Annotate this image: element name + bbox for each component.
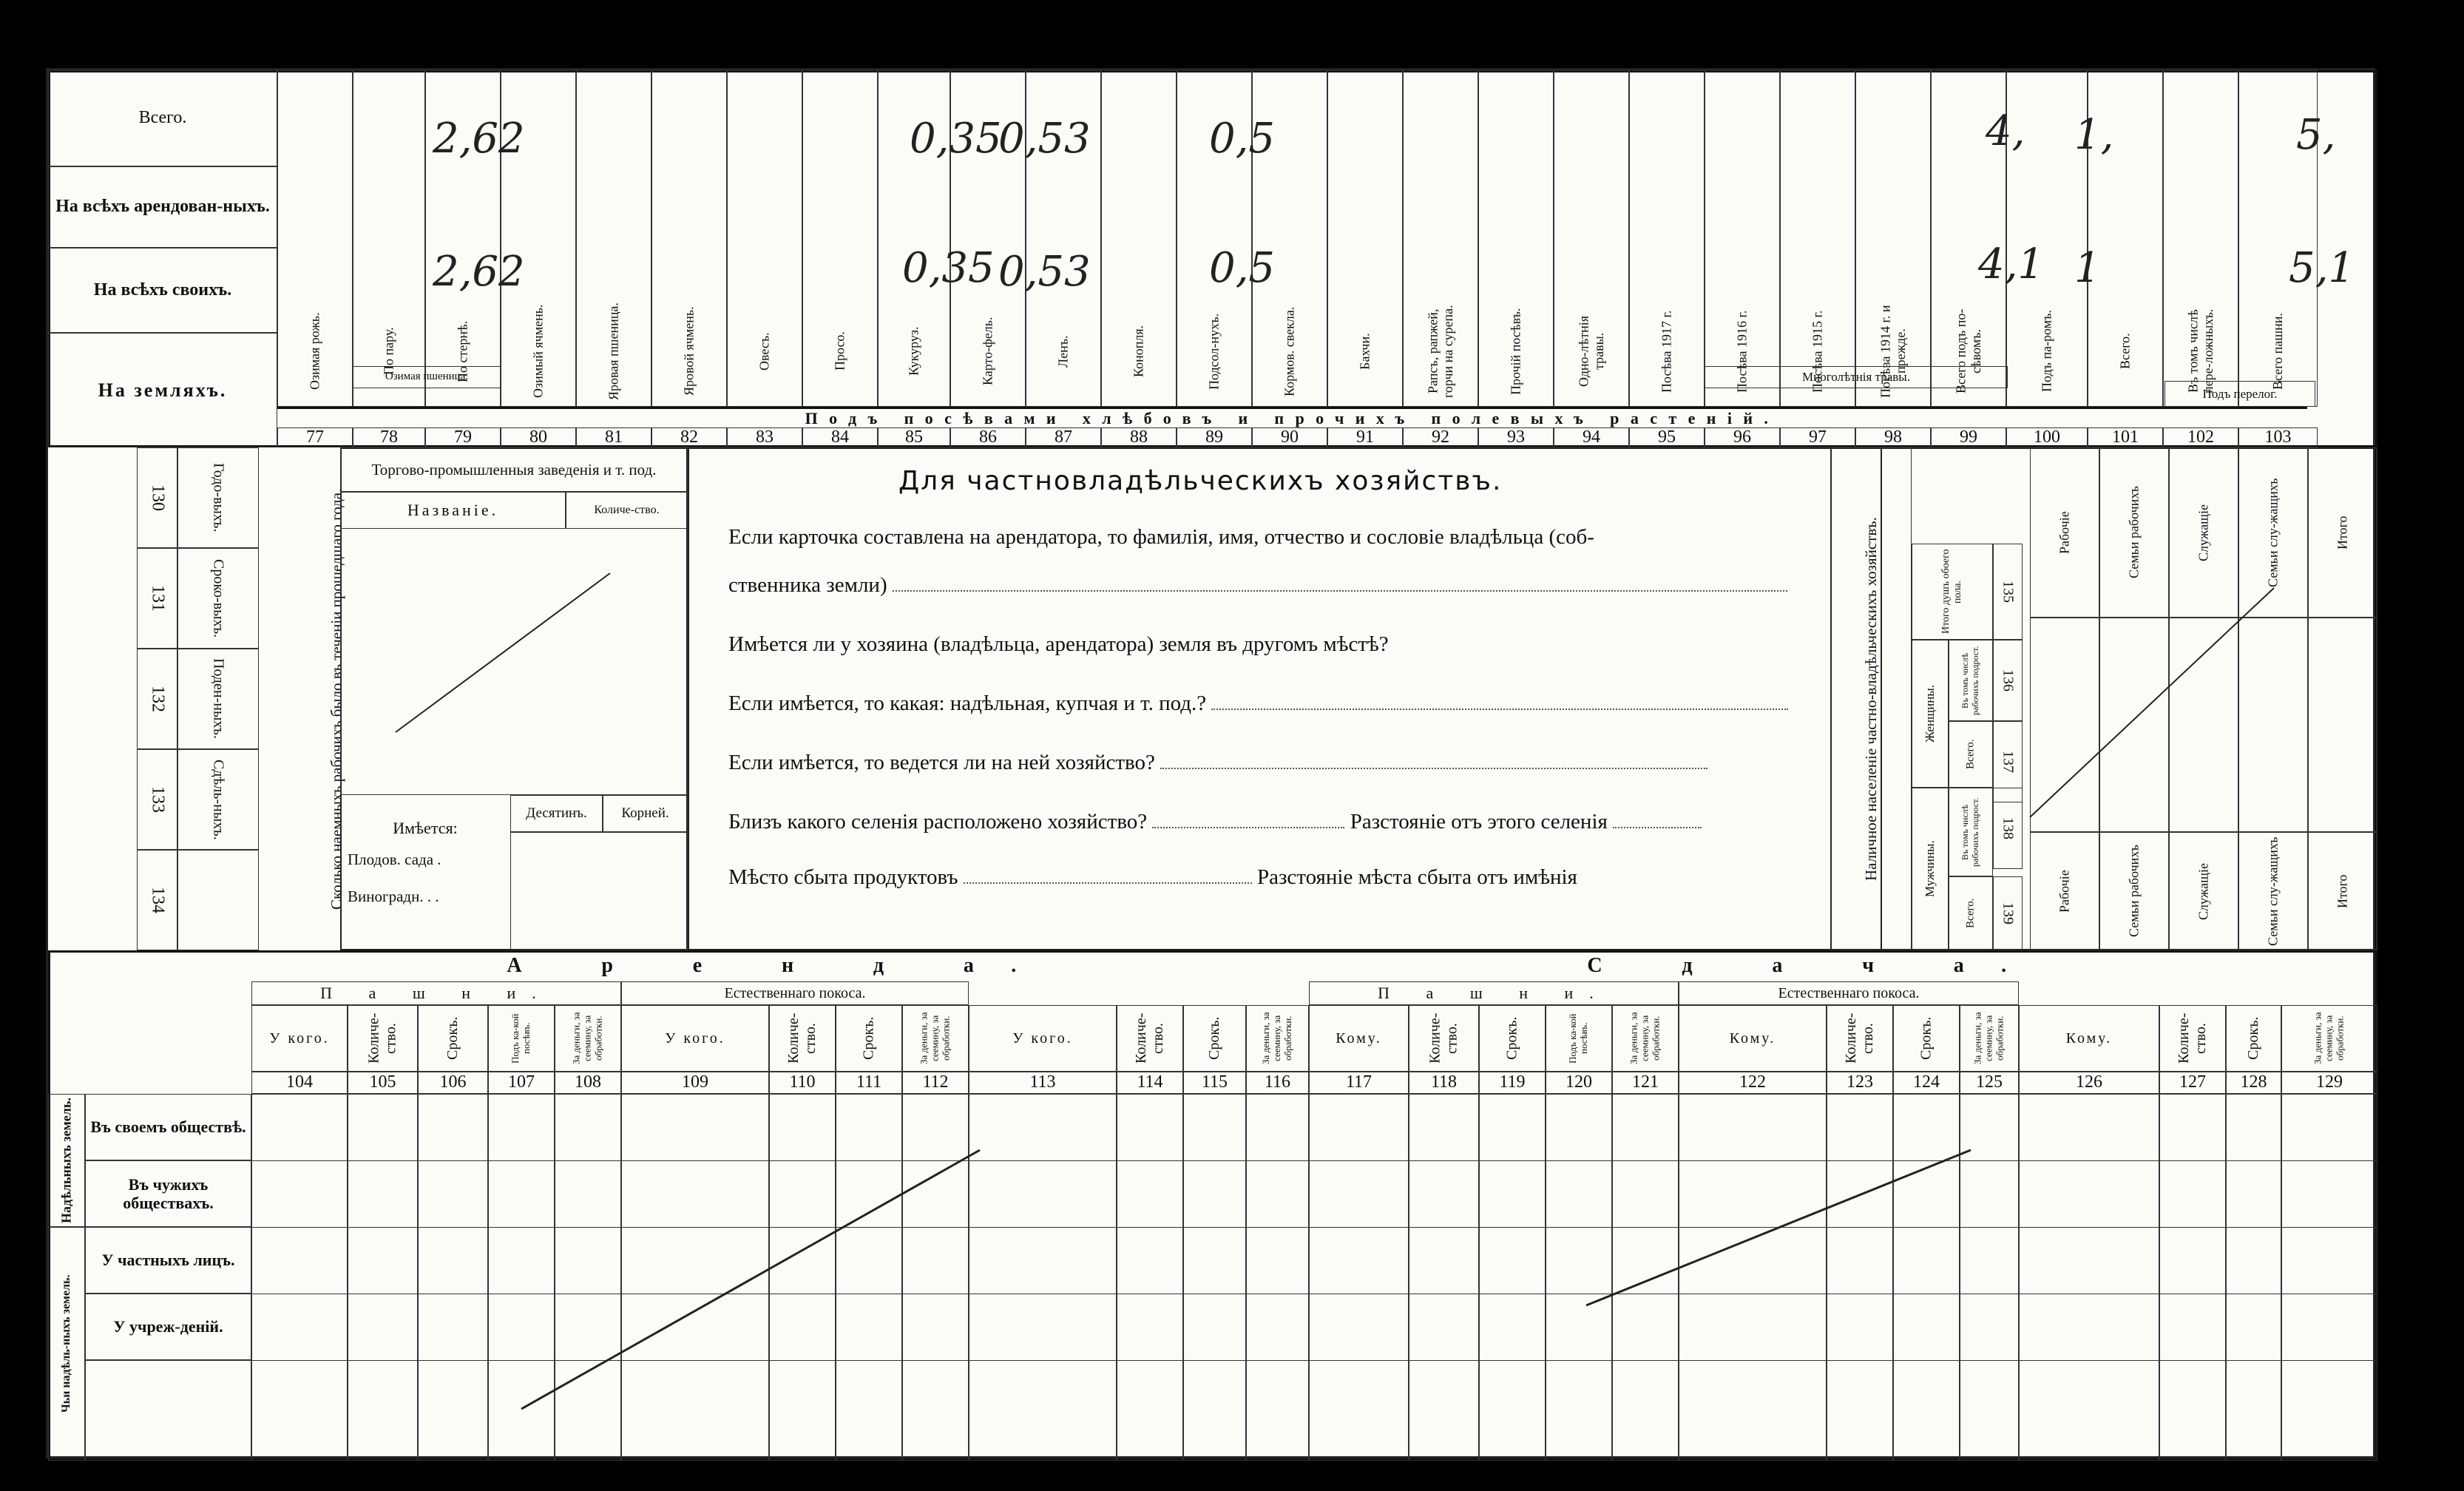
crop-header: Овесъ.: [757, 332, 772, 371]
worker-row-label: Годо-выхъ.: [177, 447, 259, 548]
question-owner-cont-text: ственника земли): [728, 573, 887, 597]
row-label-na-zemlyah: На земляхъ.: [48, 333, 277, 447]
has-label: Имѣется:: [393, 819, 458, 838]
private-title: Для частновладѣльческихъ хозяйствъ.: [898, 466, 1503, 496]
vineyard-label: Виноградн. . .: [348, 888, 439, 905]
column-number: 91: [1327, 427, 1403, 447]
arenda-col-body[interactable]: [251, 1094, 348, 1461]
farming-answer-line[interactable]: [1160, 768, 1707, 769]
crop-header: Въ томъ числѣ пере-ложныхъ.: [2185, 308, 2216, 394]
arenda-col-number: 129: [2281, 1072, 2377, 1094]
arenda-col-number: 105: [348, 1072, 418, 1094]
arenda-col-number: 107: [488, 1072, 555, 1094]
question-village: [728, 810, 1838, 834]
hw-r3-sunflower: 0,5: [1209, 244, 1276, 292]
worker-row-label: Поден-ныхъ.: [177, 649, 259, 749]
arenda-col-header: Срокъ.: [2226, 1005, 2281, 1072]
arenda-row-line: [251, 1227, 2377, 1228]
arenda-col-body[interactable]: [769, 1094, 836, 1461]
village-distance-line[interactable]: [1613, 827, 1702, 828]
column-number: 99: [1931, 427, 2006, 447]
column-number: 98: [1855, 427, 1931, 447]
arenda-col-body[interactable]: [1183, 1094, 1246, 1461]
arenda-col-header: Количе-ство.: [1827, 1005, 1893, 1072]
arenda-col-header: За деньги, за сеемину, за обработки.: [2281, 1005, 2377, 1072]
mnogolet-label: Многолѣтнiя травы.: [1705, 366, 2008, 388]
arenda-col-number: 113: [969, 1072, 1117, 1094]
crop-header: Карто-фель.: [980, 317, 995, 386]
column-number: 97: [1780, 427, 1855, 447]
workers-label: Сколько наемныхъ рабочихъ было въ теченiи прошедшаго года.: [327, 488, 345, 910]
column-number: 89: [1177, 427, 1252, 447]
column-number: 87: [1026, 427, 1101, 447]
arenda-col-header: Срокъ.: [1479, 1005, 1546, 1072]
row-v-svoem: Въ своемъ обществѣ.: [85, 1094, 251, 1160]
population-col-body: [2099, 618, 2169, 832]
column-number: 77: [277, 427, 353, 447]
crop-header: Яровой ячмень.: [681, 306, 697, 396]
hw-r1-rye: 2,62: [433, 115, 525, 163]
population-number: 137: [1993, 721, 2023, 802]
arenda-pashni: П а ш н и.: [251, 981, 621, 1005]
worker-row-label: Сроко-выхъ.: [177, 548, 259, 649]
census-card: [46, 68, 2375, 1458]
population-col-top: Семьи рабочихъ: [2099, 447, 2169, 618]
arenda-col-header: За деньги, за сеемину, за обработки.: [1960, 1005, 2019, 1072]
question-owner-cont: [728, 573, 1838, 598]
arenda-col-body[interactable]: [1546, 1094, 1612, 1461]
land-type-answer-line[interactable]: [1211, 709, 1788, 710]
column-number: 86: [950, 427, 1026, 447]
question-owner: Если карточка составлена на арендатора, то фамилiя, имя, отчество и сословiе владѣльца (соб-: [728, 525, 1594, 549]
hw-r3-potato: 0,53: [998, 248, 1091, 296]
sdacha-title: С д а ч а.: [1587, 953, 2044, 977]
korney-header: Корней.: [603, 795, 688, 832]
arenda-col-number: 117: [1309, 1072, 1409, 1094]
population-col-bottom: Итого: [2308, 832, 2377, 950]
row-label-vsego: Всего.: [48, 70, 277, 166]
village-answer-line[interactable]: [1152, 827, 1344, 828]
column-number: 83: [727, 427, 802, 447]
arenda-col-number: 121: [1612, 1072, 1679, 1094]
row-u-uchr: У учреж-денiй.: [85, 1294, 251, 1360]
hw-r1-fallow: 1,: [2074, 111, 2114, 159]
arenda-col-body[interactable]: [1679, 1094, 1827, 1461]
row-u-chast: У частныхъ лицъ.: [85, 1227, 251, 1294]
trade-title: Торгово-промышленныя заведенiя и т. под.: [340, 447, 688, 492]
column-number: 94: [1554, 427, 1629, 447]
population-col-body: [2169, 618, 2238, 832]
arenda-col-header: Количе-ство.: [769, 1005, 836, 1072]
arenda-col-number: 111: [836, 1072, 902, 1094]
sdacha-pokos: Естественнаго покоса.: [1679, 981, 2019, 1005]
population-number: 136: [1993, 640, 2023, 721]
arenda-col-number: 122: [1679, 1072, 1827, 1094]
crop-header: Посѣва 1914 г. и прежде.: [1878, 305, 1908, 398]
crops-banner: Подъ посѣвами хлѣбовъ и прочихъ полевыхъ растенiй.: [277, 407, 2307, 427]
owner-answer-line[interactable]: [893, 590, 1787, 592]
arenda-col-body[interactable]: [2019, 1094, 2159, 1461]
arenda-col-number: 112: [902, 1072, 969, 1094]
crop-header: Посѣва 1915 г.: [1810, 310, 1825, 393]
question-farming: [728, 751, 1838, 775]
perelog-label: Подъ перелог.: [2165, 381, 2315, 407]
arenda-col-number: 127: [2159, 1072, 2226, 1094]
arenda-col-body[interactable]: [1246, 1094, 1309, 1461]
arenda-col-header: Количе-ство.: [1117, 1005, 1183, 1072]
arenda-title: А р е н д а.: [507, 953, 1054, 977]
row-nadel: Надѣльныхъ земель.: [48, 1094, 85, 1227]
arenda-col-header: Срокъ.: [836, 1005, 902, 1072]
arenda-col-header: Количе-ство.: [1409, 1005, 1479, 1072]
arenda-col-header: Подъ ка-кой посѣвъ.: [1546, 1005, 1612, 1072]
row-v-chuzh: Въ чужихъ обществахъ.: [85, 1160, 251, 1227]
hw-r1-corn: 0,35: [910, 115, 1002, 163]
desyat-header: Десятинъ.: [510, 795, 603, 832]
arenda-col-body[interactable]: [1117, 1094, 1183, 1461]
arenda-col-number: 118: [1409, 1072, 1479, 1094]
population-title: Наличное населенiе частно-владѣльческихъ хозяйствъ.: [1830, 447, 1912, 950]
sdacha-pashni: П а ш н и.: [1309, 981, 1679, 1005]
crop-header: Озимый ячмень.: [530, 304, 546, 399]
trade-name-header: Названiе.: [340, 492, 566, 529]
orchard-label: Плодов. сада .: [348, 851, 441, 868]
women-workers: Въ томъ числѣ рабочихъ подрост.: [1949, 640, 1993, 721]
arenda-col-number: 123: [1827, 1072, 1893, 1094]
worker-row-number: 131: [137, 548, 177, 649]
arenda-col-body[interactable]: [836, 1094, 902, 1461]
arenda-col-number: 109: [621, 1072, 769, 1094]
population-col-top: Служащiе: [2169, 447, 2238, 618]
arenda-col-number: 128: [2226, 1072, 2281, 1094]
question-other-land: Имѣется ли у хозяина (владѣльца, арендатора) земля въ другомъ мѣстѣ?: [728, 632, 1389, 656]
arenda-col-number: 114: [1117, 1072, 1183, 1094]
arenda-col-body[interactable]: [1479, 1094, 1546, 1461]
population-col-bottom: Служащiе: [2169, 832, 2238, 950]
crop-header: Конопля.: [1131, 325, 1146, 378]
column-number: 80: [501, 427, 576, 447]
crop-header: Всего подъ по-сѣвомъ.: [1953, 308, 1983, 394]
crop-header: Кукуруз.: [906, 326, 921, 376]
men-label: Мужчины.: [1912, 788, 1949, 950]
column-number: 102: [2163, 427, 2238, 447]
arenda-col-header: Кому.: [2019, 1005, 2159, 1072]
column-number: 93: [1478, 427, 1554, 447]
men-workers: Въ томъ числѣ рабочихъ подрост.: [1949, 788, 1993, 876]
arenda-col-number: 108: [555, 1072, 621, 1094]
arenda-col-header: У кого.: [621, 1005, 769, 1072]
trade-qty-header: Количе-ство.: [566, 492, 688, 529]
arenda-col-header: Количе-ство.: [348, 1005, 418, 1072]
arenda-col-number: 119: [1479, 1072, 1546, 1094]
arenda-col-header: За деньги, за сеемину, за обработки.: [1612, 1005, 1679, 1072]
arenda-col-header: За деньги, за сеемину, за обработки.: [902, 1005, 969, 1072]
question-village-text: Близъ какого селенiя расположено хозяйство?: [728, 810, 1148, 834]
arenda-col-header: Кому.: [1679, 1005, 1827, 1072]
arenda-col-header: Подъ ка-кой посѣвъ.: [488, 1005, 555, 1072]
orchard-grid: [510, 832, 688, 950]
question-market: [728, 865, 1838, 890]
arenda-col-body[interactable]: [2281, 1094, 2377, 1461]
hw-r1-total-sown: 4,: [1986, 107, 2025, 155]
women-total: Всего.: [1949, 721, 1993, 788]
arenda-col-header: Кому.: [1309, 1005, 1409, 1072]
hw-r1-potato: 0,53: [998, 115, 1091, 163]
arenda-col-header: Срокъ.: [1893, 1005, 1960, 1072]
arenda-col-body[interactable]: [1960, 1094, 2019, 1461]
arenda-col-body[interactable]: [969, 1094, 1117, 1461]
question-land-type: [728, 692, 1838, 716]
arenda-col-body[interactable]: [1893, 1094, 1960, 1461]
column-number: 82: [651, 427, 727, 447]
row-empty: [85, 1360, 251, 1461]
hw-r3-total-arable: 5,1: [2289, 244, 2355, 292]
arenda-col-number: 120: [1546, 1072, 1612, 1094]
arenda-col-number: 116: [1246, 1072, 1309, 1094]
arenda-col-number: 106: [418, 1072, 488, 1094]
arenda-col-number: 115: [1183, 1072, 1246, 1094]
worker-row-number: 130: [137, 447, 177, 548]
population-col-body: [2308, 618, 2377, 832]
population-col-bottom: Рабочiе: [2030, 832, 2099, 950]
column-number: 101: [2088, 427, 2163, 447]
worker-row-number: 132: [137, 649, 177, 749]
population-col-top: Рабочiе: [2030, 447, 2099, 618]
arenda-col-body[interactable]: [555, 1094, 621, 1461]
crop-header: Бахчи.: [1357, 333, 1373, 370]
question-village-distance: Разстоянiе отъ этого селенiя: [1350, 810, 1608, 834]
arenda-col-header: Количе-ство.: [2159, 1005, 2226, 1072]
men-total: Всего.: [1949, 876, 1993, 950]
hw-r3-total-sown: 4,1: [1978, 240, 2045, 288]
question-farming-text: Если имѣется, то ведется ли на ней хозяйство?: [728, 751, 1155, 774]
arenda-col-header: У кого.: [969, 1005, 1117, 1072]
worker-row-number: 133: [137, 749, 177, 850]
column-number: 103: [2238, 427, 2318, 447]
arenda-col-header: За деньги, за сеемину, за обработки.: [1246, 1005, 1309, 1072]
arenda-col-number: 124: [1893, 1072, 1960, 1094]
arenda-col-body[interactable]: [1409, 1094, 1479, 1461]
crop-header: Просо.: [832, 331, 847, 371]
crop-header: Рапсъ, рапжей, горчи на сурепа.: [1425, 305, 1455, 398]
question-market-distance: Разстоянiе мѣста сбыта отъ имѣнiя: [1256, 865, 1577, 889]
crop-header: Прочiй посѣвъ.: [1508, 308, 1523, 395]
crop-header: Всего пашни.: [2270, 313, 2286, 390]
ozimaya-label: Озимая пшеница.: [353, 366, 501, 388]
column-number: 81: [576, 427, 651, 447]
crop-header: Ленъ.: [1055, 335, 1071, 368]
arenda-col-body[interactable]: [621, 1094, 769, 1461]
population-col-bottom: Семьи рабочихъ: [2099, 832, 2169, 950]
population-col-body: [2238, 618, 2308, 832]
hw-r1-sunflower: 0,5: [1209, 115, 1276, 163]
women-label: Женщины.: [1912, 640, 1949, 788]
row-chiy: Чьи надѣль-ныхъ земель.: [48, 1227, 85, 1461]
column-number: 96: [1705, 427, 1780, 447]
column-number: 90: [1252, 427, 1327, 447]
column-number: 78: [353, 427, 425, 447]
arenda-col-body[interactable]: [1827, 1094, 1893, 1461]
question-land-type-text: Если имѣется, то какая: надѣльная, купчая и т. под.?: [728, 692, 1207, 715]
population-col-top: Семьи слу-жащихъ: [2238, 447, 2308, 618]
column-number: 95: [1629, 427, 1705, 447]
arenda-col-number: 104: [251, 1072, 348, 1094]
crop-header: Подсол-нухъ.: [1206, 313, 1222, 390]
arenda-col-number: 126: [2019, 1072, 2159, 1094]
arenda-col-body[interactable]: [1612, 1094, 1679, 1461]
column-number: 88: [1101, 427, 1177, 447]
crop-header: Кормов. свекла.: [1282, 306, 1297, 396]
column-number: 79: [425, 427, 501, 447]
population-number: 135: [1993, 544, 2023, 640]
column-number: 84: [802, 427, 878, 447]
crop-header: Всего.: [2117, 333, 2133, 370]
crop-header: Одно-лѣтнiя травы.: [1576, 315, 1606, 388]
arenda-col-header: Срокъ.: [418, 1005, 488, 1072]
worker-row-number: 134: [137, 850, 177, 950]
arenda-col-body[interactable]: [902, 1094, 969, 1461]
arenda-row-line: [251, 1360, 2377, 1361]
worker-row-label: Сдѣль-ныхъ.: [177, 749, 259, 850]
arenda-row-line: [251, 1160, 2377, 1161]
hw-r1-total-arable: 5,: [2296, 111, 2336, 159]
arenda-col-body[interactable]: [348, 1094, 418, 1461]
crop-header: По пару.: [381, 327, 396, 376]
population-col-bottom: Семьи слу-жащихъ: [2238, 832, 2308, 950]
column-number: 100: [2006, 427, 2088, 447]
hw-r3-rye: 2,62: [433, 248, 525, 296]
worker-row-label: [177, 850, 259, 950]
arenda-col-body[interactable]: [1309, 1094, 1409, 1461]
trade-list-area: [340, 529, 688, 795]
population-number: 138: [1993, 788, 2023, 869]
row-label-svoih: На всѣхъ своихъ.: [48, 248, 277, 333]
crop-header: Посѣва 1916 г.: [1734, 310, 1750, 393]
crop-header: Подъ па-ромъ.: [2039, 310, 2054, 393]
arenda-col-header: Срокъ.: [1183, 1005, 1246, 1072]
population-col-top: Итого: [2308, 447, 2377, 618]
total-souls-label: Итого душъ обоего пола.: [1912, 544, 1993, 640]
row-label-arend: На всѣхъ арендован-ныхъ.: [48, 166, 277, 248]
arenda-col-header: За деньги, за сеемину, за обработки.: [555, 1005, 621, 1072]
arenda-col-body[interactable]: [2226, 1094, 2281, 1461]
arenda-col-number: 125: [1960, 1072, 2019, 1094]
crop-header: Яровая пшеница.: [606, 302, 621, 400]
market-answer-line[interactable]: [964, 882, 1252, 884]
crop-header: По стернѣ.: [455, 320, 470, 382]
population-col-body: [2030, 618, 2099, 832]
question-market-text: Мѣсто сбыта продуктовъ: [728, 865, 958, 889]
column-number: 92: [1403, 427, 1478, 447]
arenda-pokos: Естественнаго покоса.: [621, 981, 969, 1005]
hw-r3-corn: 0,35: [902, 244, 995, 292]
population-number: 139: [1993, 876, 2023, 950]
arenda-col-header: У кого.: [251, 1005, 348, 1072]
crop-header: Посѣва 1917 г.: [1659, 310, 1674, 393]
arenda-col-body[interactable]: [488, 1094, 555, 1461]
column-number: 85: [878, 427, 950, 447]
crop-header: Озимая рожь.: [307, 312, 322, 390]
hw-r3-fallow: 1: [2074, 244, 2101, 292]
arenda-col-body[interactable]: [2159, 1094, 2226, 1461]
arenda-col-body[interactable]: [418, 1094, 488, 1461]
arenda-col-number: 110: [769, 1072, 836, 1094]
